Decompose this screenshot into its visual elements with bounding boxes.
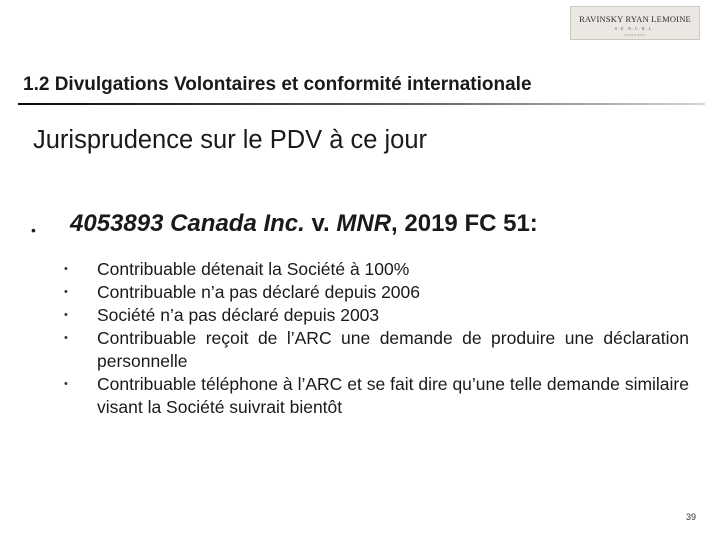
list-item bbox=[64, 327, 689, 373]
case-respondent: MNR bbox=[336, 210, 392, 237]
bullet-dot: • bbox=[64, 263, 68, 275]
list-item bbox=[64, 304, 689, 327]
list-item-text: Contribuable n’a pas déclaré depuis 2006 bbox=[97, 282, 421, 302]
slide-title: 1.2 Divulgations Volontaires et conformité internationale bbox=[23, 74, 532, 95]
logo-firm-role: AVOCATS bbox=[624, 33, 646, 37]
bullet-dot: • bbox=[64, 378, 68, 390]
bullet-dot: • bbox=[64, 286, 68, 298]
page-number: 39 bbox=[686, 512, 697, 522]
logo-firm-type: S.E.N.C.R.L. bbox=[614, 26, 656, 31]
firm-logo bbox=[570, 6, 700, 40]
list-item bbox=[64, 258, 689, 281]
case-citation: , 2019 FC 51: bbox=[391, 210, 538, 237]
bullet-dot: • bbox=[64, 332, 68, 344]
list-item bbox=[64, 281, 689, 304]
list-item bbox=[64, 373, 689, 419]
list-item-text: Contribuable téléphone à l’ARC et se fait dire qu’une telle demande similaire visant la Société suivrait bientôt bbox=[97, 374, 689, 417]
case-versus: v. bbox=[304, 210, 337, 237]
case-name: 4053893 Canada Inc. bbox=[70, 210, 305, 237]
list-item-text: Société n’a pas déclaré depuis 2003 bbox=[97, 305, 380, 325]
main-bullet-dot: • bbox=[31, 222, 36, 238]
logo-firm-name: RAVINSKY RYAN LEMOINE bbox=[579, 14, 691, 24]
slide-subtitle: Jurisprudence sur le PDV à ce jour bbox=[33, 126, 428, 154]
title-divider bbox=[18, 103, 705, 105]
list-item-text: Contribuable reçoit de l’ARC une demande de produire une déclaration personnelle bbox=[97, 328, 689, 371]
list-item-text: Contribuable détenait la Société à 100% bbox=[97, 259, 410, 279]
bullet-dot: • bbox=[64, 309, 68, 321]
case-facts-list bbox=[64, 258, 689, 419]
main-bullet-case bbox=[70, 210, 538, 238]
